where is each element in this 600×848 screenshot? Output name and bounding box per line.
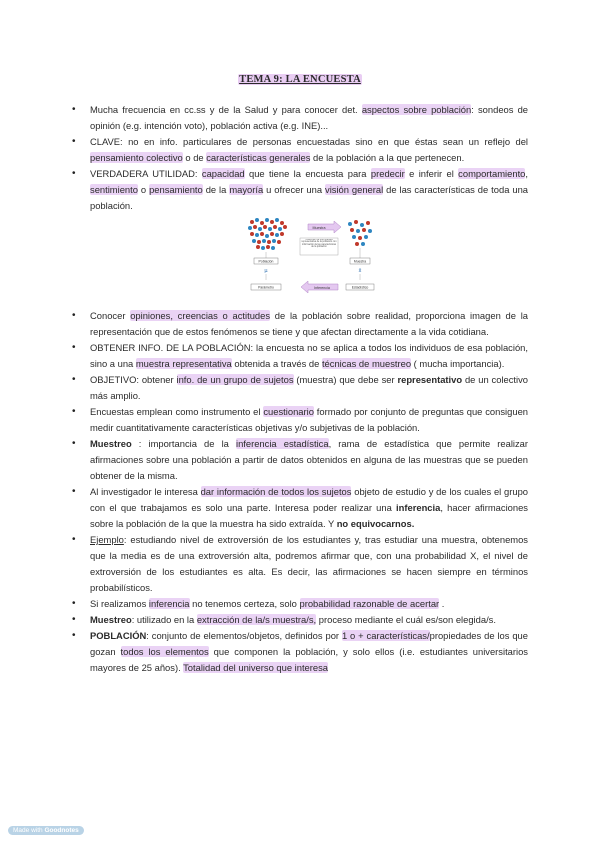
population-dots	[248, 218, 287, 250]
goodnotes-badge: Made with Goodnotes	[8, 826, 84, 835]
poblacion-box	[254, 258, 278, 264]
center-note: Obtención de una muestra representativa de la población con información de las características de la población	[300, 238, 338, 255]
muestra-box	[350, 258, 370, 264]
list-item: • Encuestas emplean como instrumento el cuestionario formado por conjunto de preguntas que consiguen medir cuantitativamente características objetivas y/o subjetivas de la población.	[90, 404, 528, 436]
inferencia-arrow	[301, 281, 338, 293]
list-item: • POBLACIÓN: conjunto de elementos/objetos, definidos por 1 o + características/propiedades de los que gozan todos los elementos que componen la población, y solo ellos (i.e. estudiantes universitarios mayores de 25 años). Totalidad del universo que interesa	[90, 628, 528, 676]
xbar-symbol: x̄	[358, 268, 362, 274]
list-item: • Si realizamos inferencia no tenemos certeza, solo probabilidad razonable de acertar .	[90, 596, 528, 612]
list-item: • VERDADERA UTILIDAD: capacidad que tiene la encuesta para predecir e inferir el comportamiento, sentimiento o pensamiento de la mayoría u ofrecer una visión general de las características de toda una población.	[90, 166, 528, 214]
svg-text:Parámetro: Parámetro	[258, 285, 274, 290]
svg-text:Muestra: Muestra	[353, 259, 367, 264]
list-item: • Al investigador le interesa dar información de todos los sujetos objeto de estudio y de los cuales el grupo con el que trabajamos es solo una parte. Interesa poder realizar una inferencia, hacer afirmaciones sobre la población de la que la muestra ha sido extraída. Y no equivocarnos.	[90, 484, 528, 532]
sampling-diagram	[246, 214, 382, 300]
list-item: • OBJETIVO: obtener info. de un grupo de sujetos (muestra) que debe ser representativo de un colectivo más amplio.	[90, 372, 528, 404]
svg-text:Muestra: Muestra	[312, 226, 326, 230]
intro-list	[90, 102, 528, 214]
list-item: • OBTENER INFO. DE LA POBLACIÓN: la encuesta no se aplica a todos los individuos de esa población, sino a una muestra representativa obtenida a través de técnicas de muestreo ( mucha importancia).	[90, 340, 528, 372]
list-item: • Ejemplo: estudiando nivel de extroversión de los estudiantes y, tras estudiar una muestra, obtenemos que la media es de una extroversión alta, podremos afirmar que, con una probabilidad X, el nivel de extroversión de los estudiantes es alta. Es decir, las afirmaciones se hacen siempre en términos probabilísticos.	[90, 532, 528, 596]
mu-symbol: μ	[264, 268, 268, 274]
list-item: • Muestreo: utilizado en la extracción de la/s muestra/s, proceso mediante el cuál es/son elegida/s.	[90, 612, 528, 628]
svg-text:Población: Población	[258, 259, 274, 264]
estadistico-box	[346, 284, 374, 290]
list-item: • CLAVE: no en info. particulares de personas encuestadas sino en que éstas sean un reflejo del pensamiento colectivo o de características generales de la población a la que pertenecen.	[90, 134, 528, 166]
main-list	[90, 308, 528, 676]
sample-dots	[348, 220, 372, 246]
svg-text:Estadístico: Estadístico	[351, 285, 369, 290]
list-item: • Mucha frecuencia en cc.ss y de la Salud y para conocer det. aspectos sobre población: sondeos de opinión (e.g. intención voto), población activa (e.g. INE)...	[90, 102, 528, 134]
list-item: • Muestreo : importancia de la inferencia estadística, rama de estadística que permite realizar afirmaciones sobre una población a partir de datos obtenidos en alguna de las muestras que se pueden obtener de la misma.	[90, 436, 528, 484]
muestra-top-arrow	[308, 221, 341, 233]
svg-text:Inferencia: Inferencia	[314, 286, 330, 290]
parametro-box	[251, 284, 281, 290]
list-item: • Conocer opiniones, creencias o actitudes de la población sobre realidad, proporciona imagen de la representación que de estos fenómenos se tiene y que afectan directamente a la vida cotidiana.	[90, 308, 528, 340]
page-title: TEMA 9: LA ENCUESTA	[239, 74, 361, 85]
